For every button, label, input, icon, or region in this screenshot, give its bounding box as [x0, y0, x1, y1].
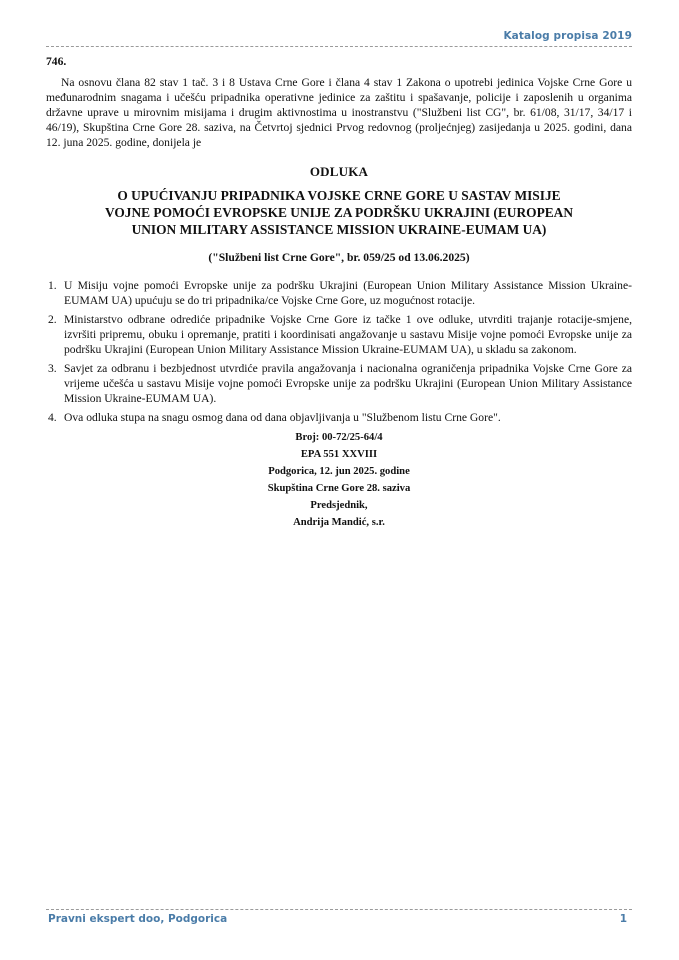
signatory-name: Andrija Mandić, s.r. [293, 517, 385, 528]
article-number: 1. [48, 279, 57, 292]
article-number: 2. [48, 313, 57, 326]
catalog-title: Katalog propisa 2019 [503, 30, 632, 42]
article-text: Ministarstvo odbrane odrediće pripadnike Vojske Crne Gore iz tačke 1 ove odluke, utvrditi trajanje rotacije-smjene, izvršiti pripremu, obuku i opremanje, pratiti i koordinisati angažovanje u sastavu Misije vojne pomoći Evropske unije za podršku Ukrajini (European Union Military Assistance Mission Ukraine-EUMAM UA), u skladu sa zakonom. [64, 313, 632, 356]
page-number: 1 [619, 913, 627, 925]
epa-number: EPA 551 XXVIII [300, 449, 378, 460]
decision-title-line: UNION MILITARY ASSISTANCE MISSION UKRAINE-EUMAM UA) [131, 222, 547, 237]
articles-list [46, 278, 632, 425]
page-header [46, 30, 632, 47]
article-item [46, 410, 632, 425]
reference-number: Broj: 00-72/25-64/4 [295, 432, 383, 443]
document-body [46, 54, 632, 531]
place-date: Podgorica, 12. jun 2025. godine [268, 466, 410, 477]
decision-title [46, 187, 632, 238]
article-text: Ova odluka stupa na snagu osmog dana od dana objavljivanja u "Službenom listu Crne Gore". [64, 411, 501, 424]
article-item [46, 361, 632, 406]
preamble: Na osnovu člana 82 stav 1 tač. 3 i 8 Ustava Crne Gore i člana 4 stav 1 Zakona o upotrebi jedinica Vojske Crne Gore u međunarodnim snagama i učešću pripadnika operativne jedinice za zaštitu i spašavanje, policije i zaposlenih u organima državne uprave u mirovnim misijama i drugim aktivnostima u inostranstvu ("Službeni list CG", br. 61/08, 31/17, 34/17 i 46/19), Skupština Crne Gore 28. saziva, na Četvrtoj sjednici Prvog redovnog (proljećnjeg) zasijedanja u 2025. godini, dana 12. juna 2025. godine, donijela je [46, 76, 632, 149]
page-footer [46, 909, 632, 928]
decision-heading: ODLUKA [309, 164, 369, 179]
article-item [46, 312, 632, 357]
publisher-name: Pravni ekspert doo, Podgorica [48, 913, 228, 925]
article-text: Savjet za odbranu i bezbjednost utvrdiće pravila angažovanja i nacionalna ograničenja pripadnika Vojske Crne Gore za vrijeme učešća u sastavu Misije vojne pomoći Evropske unije za podršku Ukrajini (European Union Military Assistance Mission Ukraine-EUMAM UA). [64, 362, 632, 405]
issuing-body: Skupština Crne Gore 28. saziva [267, 483, 411, 494]
article-number: 4. [48, 411, 57, 424]
article-item [46, 278, 632, 308]
gazette-reference: ("Službeni list Crne Gore", br. 059/25 od 13.06.2025) [208, 251, 470, 264]
signature-block [46, 429, 632, 531]
article-text: U Misiju vojne pomoći Evropske unije za podršku Ukrajini (European Union Military Assistance Mission Ukraine-EUMAM UA) upućuju se do tri pripadnika/ce Vojske Crne Gore, uz mogućnost rotacije. [64, 279, 632, 307]
signatory-role: Predsjednik, [310, 500, 368, 511]
article-number: 3. [48, 362, 57, 375]
document-number: 746. [46, 55, 67, 68]
decision-title-line: O UPUĆIVANJU PRIPADNIKA VOJSKE CRNE GORE U SASTAV MISIJE [117, 188, 561, 203]
decision-title-line: VOJNE POMOĆI EVROPSKE UNIJE ZA PODRŠKU UKRAJINI (EUROPEAN [104, 205, 574, 220]
